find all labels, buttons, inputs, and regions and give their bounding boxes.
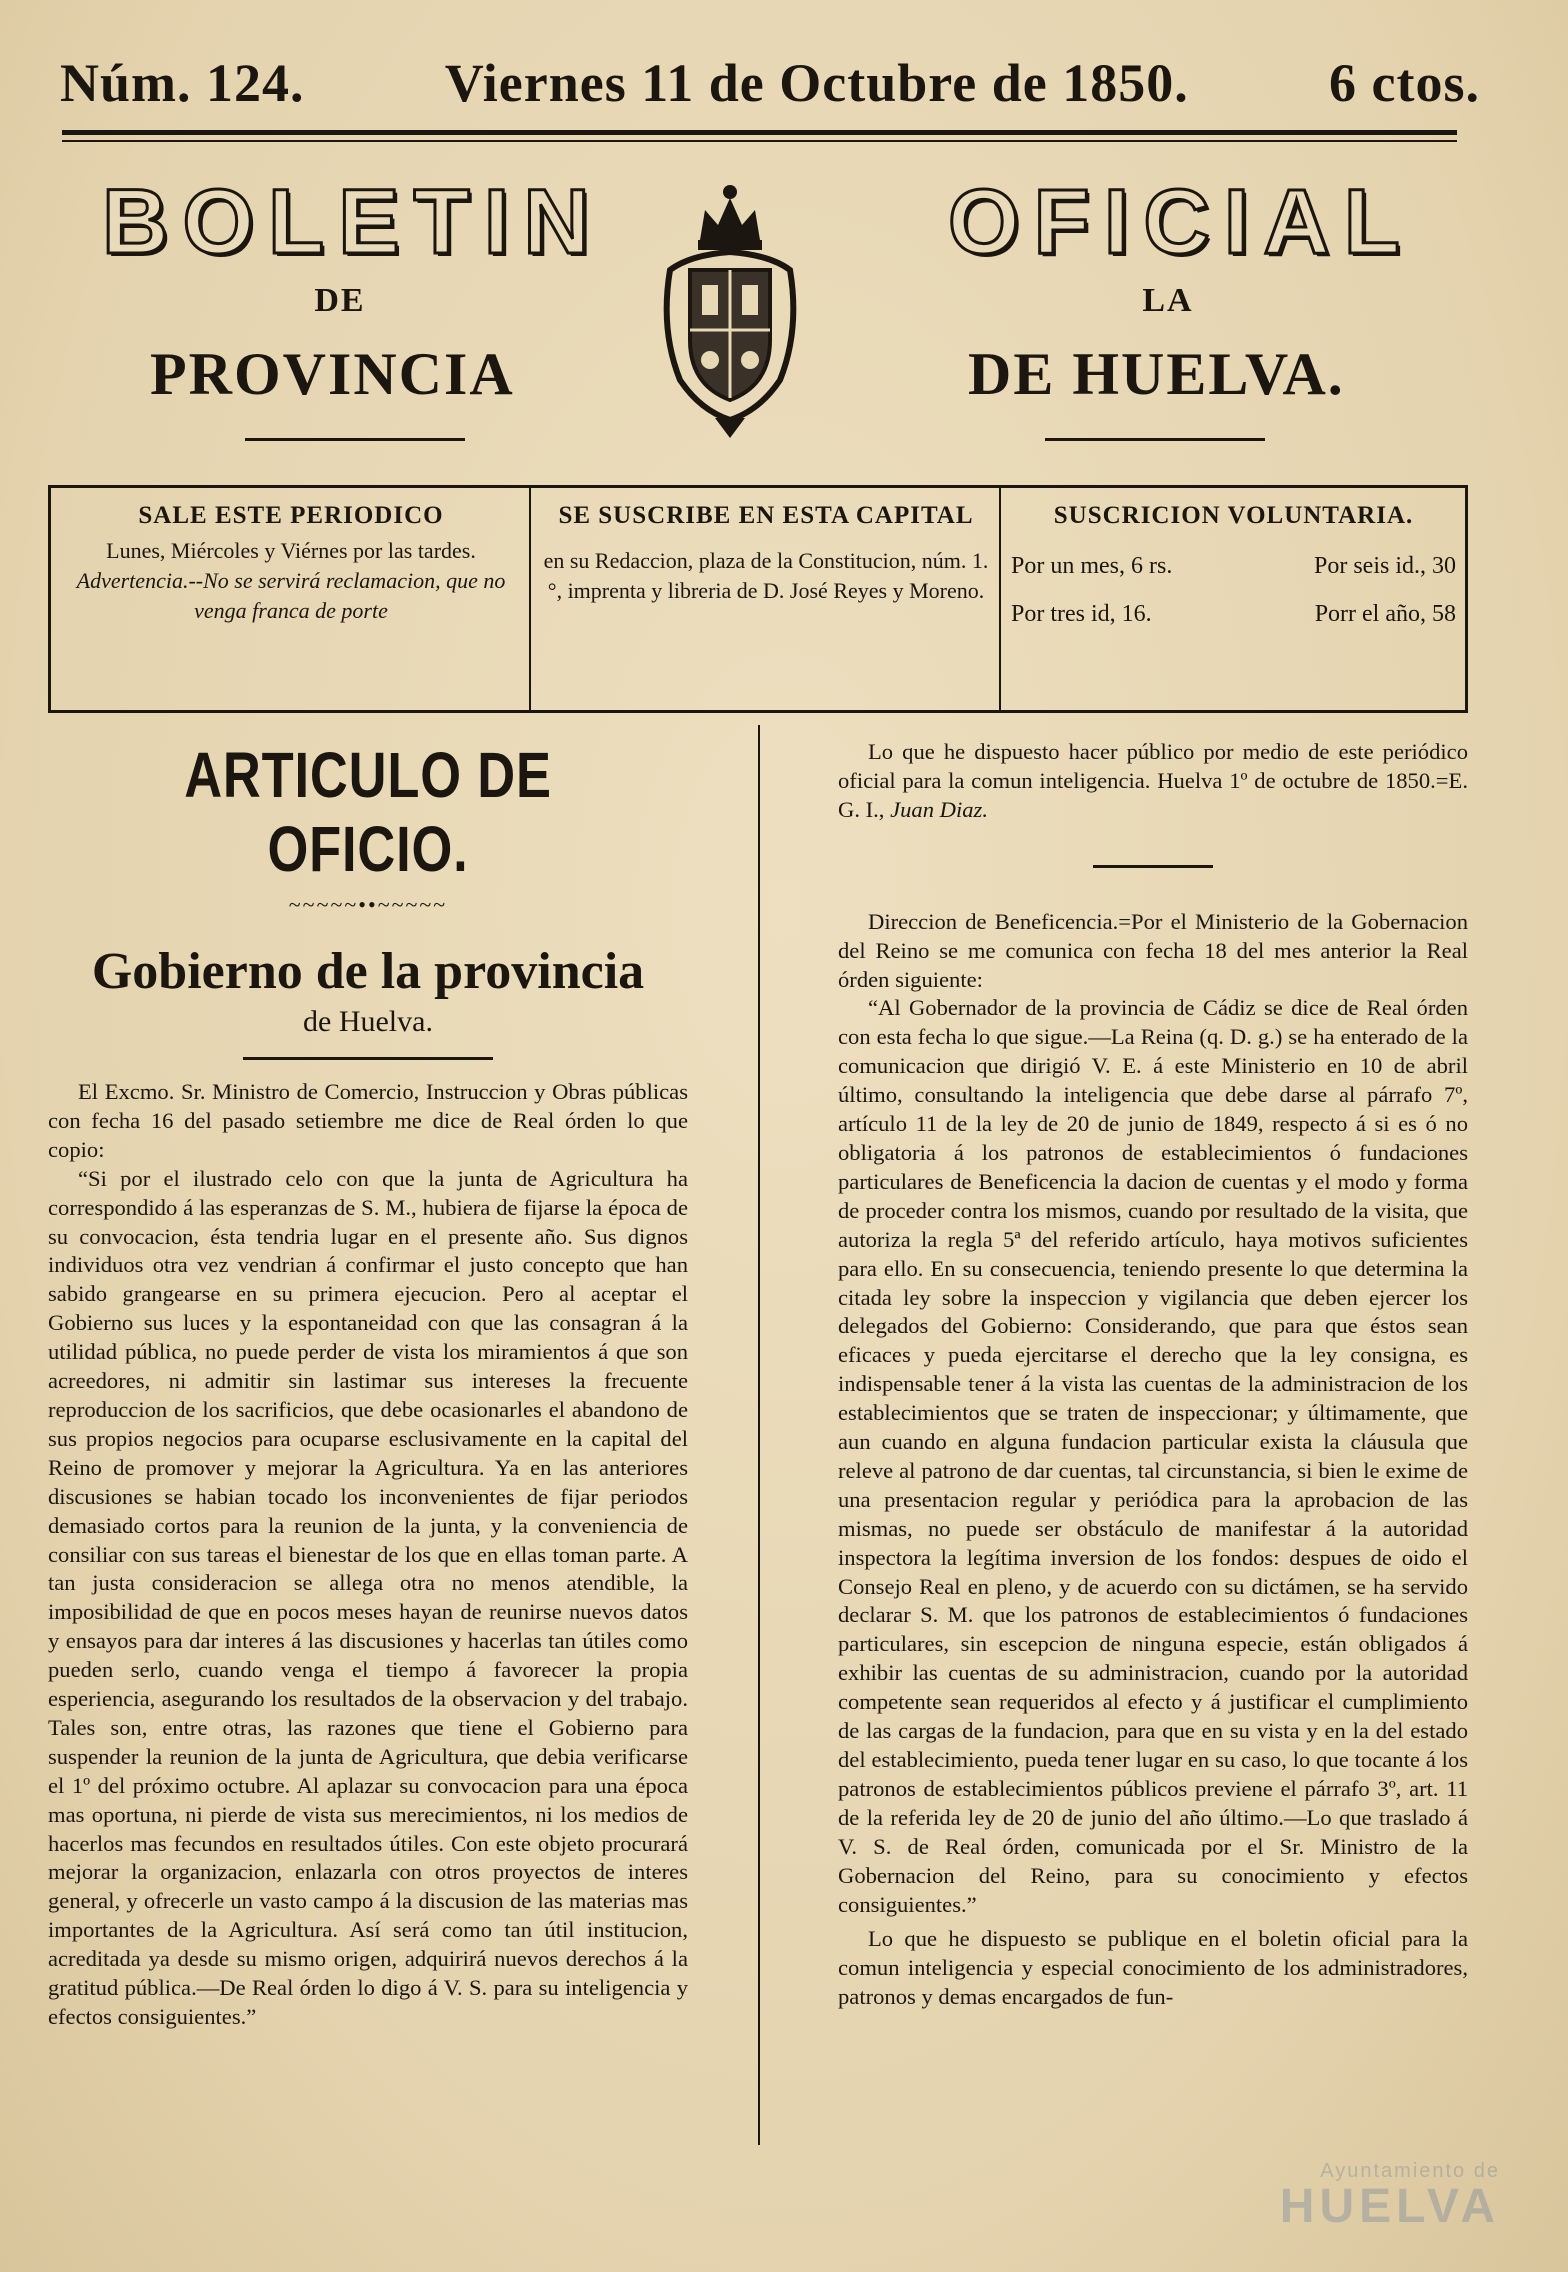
dateline-rule-thin (62, 140, 1457, 142)
masthead-de: DE (314, 282, 366, 319)
subscribe-address: en su Redaccion, plaza de la Constitucion, núm. 1.°, imprenta y libreria de D. José Reyes y Moreno. (543, 548, 989, 603)
issue-price: 6 ctos. (1329, 53, 1480, 113)
dateline (60, 52, 1480, 114)
section-subtitle: de Huelva. (303, 1005, 433, 1038)
issue-date: Viernes 11 de Octubre de 1850. (444, 53, 1189, 113)
paragraph-cadiz-order: “Al Gobernador de la provincia de Cádiz se dice de Real órden con esta fecha lo que sigue.—La Reina (q. D. g.) se ha enterado de la comunicacion que dirigió V. E. á este Ministerio en 10 de abril último, consultando la inteligencia que debe darse al párrafo 7º, artículo 11 de la ley de 20 de junio de 1849, respecto á si es ó no obligatoria á los patronos de establecimientos ó fundaciones particulares de Beneficencia la dacion de cuentas y el modo y forma de proceder contra los mismos, cuando por resultado de la visita, que autoriza la regla 5ª del referido artículo, haya motivos suficientes para ello. En su consecuencia, teniendo presente lo que determina la citada ley sobre la inspeccion y vigilancia que deben ejercer los delegados del Gobierno: Considerando, que para que éstos sean eficaces y pueda ejercitarse el derecho que la ley consigna, es indispensable tener á la vista las cuentas de la administracion de los establecimientos que se traten de inspeccionar; y últimamente, que aun cuando en alguna fundacion particular exista la cláusula que releve al patrono de dar cuentas, tal circunstancia, si bien le exime de una presentacion regular y periódica para la aprobacion de las mismas, no puede ser obstáculo de manifestar á la autoridad inspectora la legítima inversion de los fondos: despues de oido el Consejo Real en pleno, y de acuerdo con su dictámen, se ha servido declarar S. M. que los patronos de establecimientos ó fundaciones particulares, sin escepcion de ninguna especie, están obligados á exhibir las cuentas de su administracion, cuando por la autoridad competente sean requeridos al efecto y á justificar el cumplimiento de las cargas de la fundacion, para que en su vista y en la del estado del establecimiento, pueda tener lugar en su caso, lo que tocante á los patronos de establecimientos públicos previene el párrafo 3º, art. 11 de la referida ley de 20 de junio del año último.—Lo que traslado á V. S. de Real órden, comunicada por el Sr. Ministro de la Gobernacion del Reino, para su conocimiento y efectos consiguientes.” (838, 995, 1468, 1917)
watermark-small-text: Ayuntamiento de (1320, 2160, 1500, 2182)
publication-days: Lunes, Miércoles y Viérnes por las tardes. (106, 538, 476, 563)
paragraph-royal-order: “Si por el ilustrado celo con que la junta de Agricultura ha correspondido á las esperanzas de S. M., hubiera de fijarse la época de su convocacion, ésta tendria lugar en el presente año. Sus dignos individuos otra vez vendrian á confirmar el justo concepto que han sabido grangearse en su primera ejecucion. Pero al aceptar el Gobierno sus luces y la espontaneidad con que las consagran á la utilidad pública, no puede perder de vista los miramientos á que son acreedores, ni admitir sin lastimar sus intereses la frecuente reproduccion de los sacrificios, que debe ocasionarles el abandono de sus propios negocios para ocuparse esclusivamente en la capital del Reino de promover y mejorar la Agricultura. Ya en las anteriores discusiones se habian tocado los inconvenientes de fijar periodos demasiado cortos para la reunion de la junta, y la conveniencia de consiliar con sus tareas el bienestar de los que en ellas toman parte. A tan justa consideracion se allega otra no menos atendible, la imposibilidad de que en pocos meses hayan de reunirse nuevos datos y ensayos para dar interes á las discusiones y hacerlas tan útiles como pueden serlo, cuando venga el tiempo á favorecer la propia esperiencia, asegurando los resultados de la observacion y del trabajo. Tales son, entre otras, las razones que tiene el Gobierno para suspender la reunion de la junta de Agricultura, que debia verificarse el 1º del próximo octubre. Al aplazar su convocacion para una época mas oportuna, ni pierde de vista sus merecimientos, ni los medios de hacerlos mas fecundos en resultados útiles. Con este objeto procurará mejorar la organizacion, enlazarla con otros proyectos de interes general, y ofrecerle un vasto campo á la discusion de las materias mas importantes de la Agricultura. Así será como tan útil institucion, acreditada ya desde su mismo origen, adquirirá nuevos derechos á la gratitud pública.—De Real órden lo digo á V. S. para su inteligencia y efectos consiguientes.” (48, 1165, 688, 2029)
info-col-subscribe (541, 502, 991, 606)
signature-name: Juan Diaz. (890, 796, 988, 822)
paragraph-publication-notice (838, 738, 1468, 825)
publication-heading: SALE ESTE PERIODICO (138, 502, 444, 529)
info-separator-1 (529, 488, 531, 710)
masthead-de-huelva: DE HUELVA. (968, 341, 1345, 407)
price-three-months: Por tres id, 16. (1011, 601, 1152, 627)
prices-heading: SUSCRICION VOLUNTARIA. (1053, 502, 1414, 529)
masthead-word-right: OFICIAL (948, 171, 1414, 273)
subscribe-heading: SE SUSCRIBE EN ESTA CAPITAL (558, 502, 974, 529)
info-col-publication (61, 502, 521, 626)
left-column (48, 738, 688, 2032)
price-row-1 (1011, 542, 1456, 590)
masthead-word-left: BOLETIN (102, 171, 604, 273)
archive-watermark (1200, 2160, 1500, 2240)
price-one-year: Porr el año, 58 (1314, 601, 1456, 627)
subscription-info-box (48, 485, 1468, 713)
masthead-la: LA (1142, 282, 1194, 319)
paragraph-beneficencia: Direccion de Beneficencia.=Por el Ministerio de la Gobernacion del Reino se me comunica con fecha 18 del mes anterior la Real órden siguiente: (838, 908, 1468, 992)
article-title: ARTICULO DE OFICIO. (184, 739, 552, 885)
publication-warning: Advertencia.--No se servirá reclamacion, que no venga franca de porte (76, 568, 506, 623)
royal-crest-icon (660, 180, 800, 440)
right-column (838, 738, 1468, 2012)
masthead-rule-left (245, 438, 465, 441)
masthead-provincia: PROVINCIA (150, 341, 515, 407)
watermark-big-text: HUELVA (1279, 2180, 1500, 2233)
price-row-2 (1011, 590, 1456, 638)
issue-number: Núm. 124. (60, 53, 305, 113)
price-six-months: Por seis id., 30 (1313, 553, 1456, 579)
masthead-rule-right (1045, 438, 1265, 441)
section-title: Gobierno de la provincia (91, 943, 645, 1000)
ornament-divider: ~~~~~••~~~~~ (288, 892, 448, 917)
publication-notice-text: Lo que he dispuesto hacer público por medio de este periódico oficial para la comun inteligencia. Huelva 1º de octubre de 1850.=E. G. I., (838, 739, 1468, 822)
paragraph-intro: El Excmo. Sr. Ministro de Comercio, Instruccion y Obras públicas con fecha 16 del pasado setiembre me dice de Real órden lo que copio: (48, 1079, 688, 1162)
paragraph-closing: Lo que he dispuesto se publique en el boletin oficial para la comun inteligencia y especial conocimiento de los administradores, patronos y demas encargados de fun- (838, 1926, 1468, 2010)
section-rule (243, 1057, 493, 1060)
column-divider (758, 725, 760, 2145)
info-col-prices (1011, 502, 1456, 638)
price-one-month: Por un mes, 6 rs. (1011, 553, 1173, 579)
dateline-rule-thick (62, 130, 1457, 135)
right-section-rule (1093, 865, 1213, 868)
info-separator-2 (999, 488, 1001, 710)
